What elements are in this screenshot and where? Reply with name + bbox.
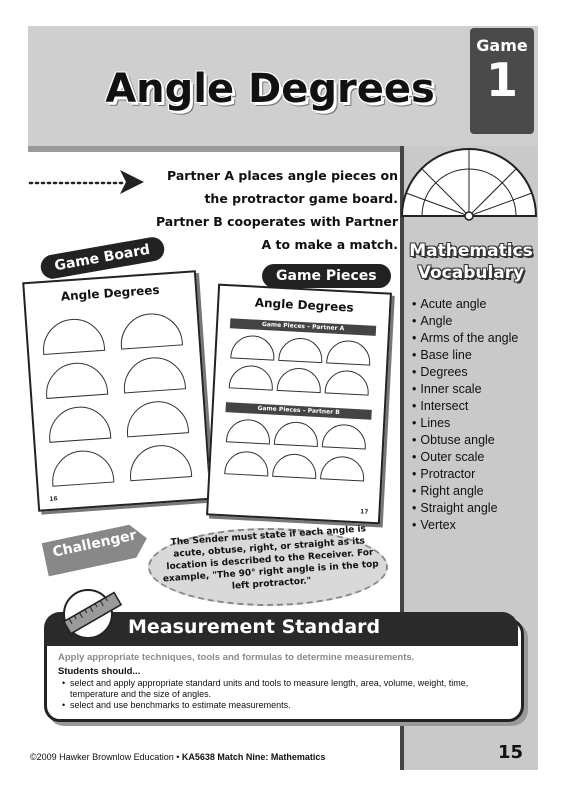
partner-b-band: Game Pieces – Partner B — [225, 402, 371, 420]
ruler-icon — [58, 584, 128, 638]
mini-protractor — [278, 337, 323, 363]
vocabulary-item: • Inner scale — [412, 381, 538, 398]
vocabulary-item: • Protractor — [412, 466, 538, 483]
measurement-list — [62, 678, 502, 711]
mini-protractor — [50, 448, 114, 486]
challenger-label: Challenger — [51, 527, 138, 561]
footer-copyright: ©2009 Hawker Brownlow Education • — [30, 752, 180, 762]
vocabulary-item: • Angle — [412, 313, 538, 330]
vocabulary-item: • Vertex — [412, 517, 538, 534]
arrow-icon — [118, 168, 146, 196]
game-board-thumbnail — [22, 270, 212, 512]
mini-protractor — [277, 367, 322, 393]
game-tab — [470, 28, 534, 134]
mini-protractor — [125, 399, 189, 437]
vocabulary-item: • Intersect — [412, 398, 538, 415]
mini-protractor — [128, 443, 192, 481]
mini-protractor — [322, 423, 367, 449]
mini-protractor — [229, 364, 274, 390]
footer-product: KA5638 Match Nine: Mathematics — [181, 752, 326, 762]
vocabulary-item: • Outer scale — [412, 449, 538, 466]
thumb-board-page: 16 — [49, 495, 58, 503]
measurement-should: Students should... — [58, 666, 141, 677]
thumb-board-title: Angle Degrees — [60, 282, 160, 304]
vocabulary-item: • Obtuse angle — [412, 432, 538, 449]
vocabulary-item: • Arms of the angle — [412, 330, 538, 347]
mini-protractor — [272, 453, 317, 479]
game-pieces-label: Game Pieces — [262, 264, 391, 288]
mini-protractor — [320, 455, 365, 481]
measurement-item: • select and use benchmarks to estimate measurements. — [62, 700, 502, 711]
challenger-text: The Sender must state if each angle is acute, obtuse, right, or straight as its location is described to the Receiver. For example, "The 90° right angle is in the top left protractor." — [162, 524, 380, 592]
mini-protractor — [47, 405, 111, 443]
page-number: 15 — [498, 742, 524, 763]
mini-protractor — [326, 339, 371, 365]
mini-protractor — [41, 317, 105, 355]
thumb-pieces-title: Angle Degrees — [254, 295, 354, 315]
mini-protractor — [224, 450, 269, 476]
mini-protractor — [230, 334, 275, 360]
intro-text: Partner A places angle pieces on the protractor game board. Partner B cooperates with Partner A to make a match. — [155, 168, 398, 252]
footer — [30, 752, 325, 762]
game-pieces-thumbnail — [206, 284, 392, 525]
game-tab-label: Game — [476, 36, 528, 55]
vocabulary-title-line1: Mathematics — [409, 241, 533, 261]
vocabulary-item: • Acute angle — [412, 296, 538, 313]
mini-protractor — [274, 421, 319, 447]
mini-protractor — [119, 311, 183, 349]
vocabulary-list — [412, 296, 538, 534]
page-title: Angle Degrees — [105, 66, 435, 112]
game-board-label: Game Board — [39, 235, 166, 280]
vocabulary-title — [404, 240, 538, 284]
partner-a-band: Game Pieces – Partner A — [230, 318, 376, 336]
measurement-item: • select and apply appropriate standard units and tools to measure length, area, volume, weight, time, temperature and the size of angles. — [62, 678, 502, 700]
vocabulary-item: • Lines — [412, 415, 538, 432]
thumb-pieces-page: 17 — [359, 508, 369, 516]
protractor-icon — [394, 138, 544, 228]
measurement-subtitle: Apply appropriate techniques, tools and formulas to determine measurements. — [58, 652, 415, 663]
vocabulary-item: • Base line — [412, 347, 538, 364]
game-tab-number: 1 — [485, 53, 518, 107]
mini-protractor — [122, 355, 186, 393]
vocabulary-item: • Right angle — [412, 483, 538, 500]
vocabulary-title-line2: Vocabulary — [417, 263, 525, 283]
mini-protractor — [226, 418, 271, 444]
vocabulary-item: • Straight angle — [412, 500, 538, 517]
measurement-title: Measurement Standard — [128, 616, 381, 638]
vocabulary-item: • Degrees — [412, 364, 538, 381]
mini-protractor — [44, 361, 108, 399]
mini-protractor — [325, 369, 370, 395]
